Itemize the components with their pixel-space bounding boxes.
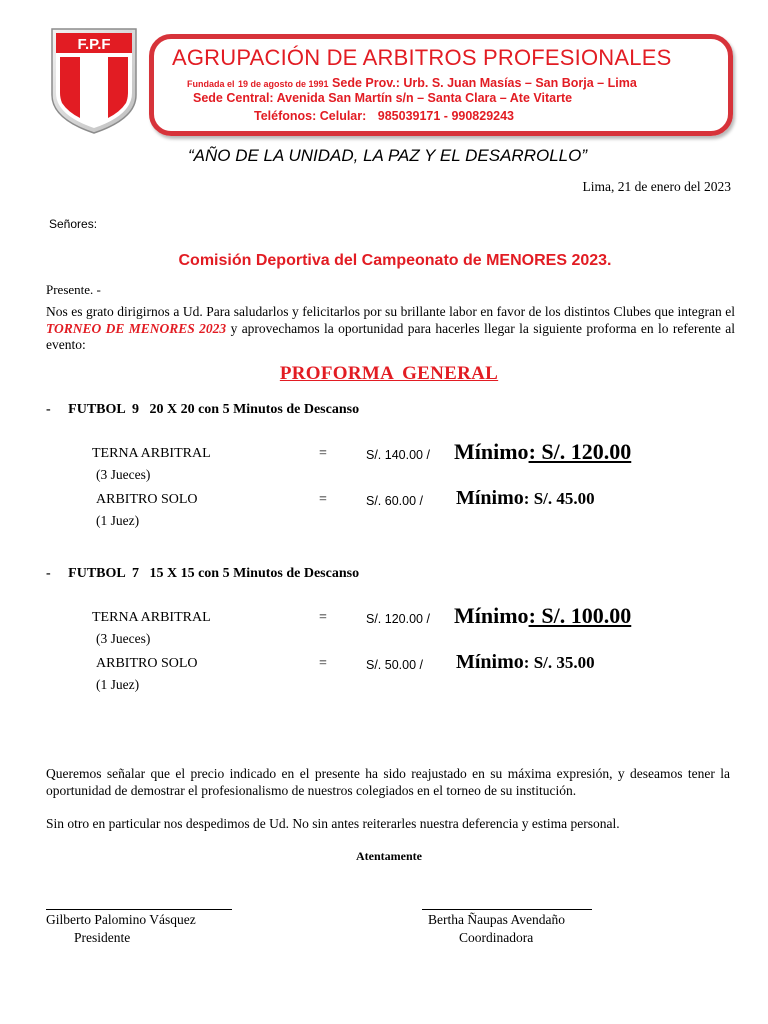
intro-highlight: TORNEO DE MENORES 2023 [46, 320, 227, 336]
sede-prov: Sede Prov.: Urb. S. Juan Masías – San Borja – Lima [332, 76, 637, 90]
org-name: AGRUPACIÓN DE ARBITROS PROFESIONALES [172, 45, 672, 70]
proforma-title: PROFORMA GENERAL [279, 363, 499, 384]
minimum-label: Mínimo [454, 439, 529, 464]
signature-line [46, 909, 232, 910]
phones-line [254, 109, 514, 123]
minimum-label: Mínimo [456, 487, 524, 509]
founded-prefix: Fundada el [187, 79, 235, 89]
signatory-role: Presidente [74, 930, 131, 945]
minimum-label: Mínimo [454, 603, 529, 628]
farewell-paragraph: Sin otro en particular nos despedimos de Ud. No sin antes reiterarles nuestra deferencia y estima personal. [46, 816, 620, 831]
recipient-title: Comisión Deportiva del Campeonato de MENORES 2023. [178, 252, 612, 269]
fee-label: ARBITRO SOLO [96, 492, 198, 507]
minimum-price [454, 439, 631, 465]
founded-date: 19 de agosto de 1991 [238, 79, 329, 89]
minimum-value: : S/. 120.00 [528, 439, 632, 464]
sede-central: Sede Central: Avenida San Martín s/n – Santa Clara – Ate Vitarte [193, 91, 573, 105]
minimum-price [454, 603, 631, 629]
fee-label: ARBITRO SOLO [96, 656, 198, 671]
section-title: - FUTBOL 9 20 X 20 con 5 Minutos de Descanso [46, 402, 360, 417]
logo-text: F.P.F [77, 36, 111, 53]
phones-label: Teléfonos: Celular: [254, 109, 367, 123]
fee-price: S/. 120.00 / [366, 612, 430, 626]
signoff: Atentamente [356, 849, 422, 863]
intro-paragraph [46, 304, 735, 354]
intro-after: y aprovechamos la oportunidad para hacerles llegar la siguiente proforma en lo referente al evento: [46, 320, 736, 352]
fee-price: S/. 60.00 / [366, 494, 423, 508]
fee-sub: (1 Juez) [96, 513, 140, 528]
letter-date: Lima, 21 de enero del 2023 [582, 179, 731, 194]
minimum-price [456, 487, 595, 510]
fee-sub: (3 Jueces) [96, 467, 151, 482]
signatory-name: Bertha Ñaupas Avendaño [428, 912, 565, 927]
year-motto: “AÑO DE LA UNIDAD, LA PAZ Y EL DESARROLLO” [188, 146, 587, 165]
minimum-price [456, 651, 595, 674]
phone-numbers: 985039171 - 990829243 [377, 109, 515, 123]
equals-sign: = [319, 446, 327, 461]
signatory-name: Gilberto Palomino Vásquez [46, 912, 196, 927]
fee-label: TERNA ARBITRAL [92, 610, 211, 625]
fee-sub: (1 Juez) [96, 677, 140, 692]
minimum-value: : S/. 45.00 [523, 489, 595, 508]
section-title: - FUTBOL 7 15 X 15 con 5 Minutos de Descanso [46, 566, 360, 581]
minimum-label: Mínimo [456, 651, 524, 673]
founded-line [187, 76, 637, 90]
fee-label: TERNA ARBITRAL [92, 446, 211, 461]
minimum-value: : S/. 35.00 [523, 653, 595, 672]
intro-before: Nos es grato dirigirnos a Ud. Para saludarlos y felicitarlos por su brillante labor en favor de los distintos Clubes que integran el [46, 304, 735, 319]
presente: Presente. - [46, 282, 101, 297]
signature-line [422, 909, 592, 910]
fpf-logo [50, 27, 138, 135]
equals-sign: = [319, 492, 327, 507]
fee-sub: (3 Jueces) [96, 631, 151, 646]
minimum-value: : S/. 100.00 [528, 603, 632, 628]
signatory-role: Coordinadora [459, 930, 534, 945]
salutation: Señores: [49, 217, 98, 231]
fee-price: S/. 140.00 / [366, 448, 430, 462]
equals-sign: = [319, 656, 327, 671]
equals-sign: = [319, 610, 327, 625]
fee-price: S/. 50.00 / [366, 658, 423, 672]
closing-paragraph: Queremos señalar que el precio indicado en el presente ha sido reajustado en su máxima expresión, y deseamos tener la oportunidad de demostrar el profesionalismo de nuestros colegiados en el torneo de su institución. [46, 766, 730, 798]
